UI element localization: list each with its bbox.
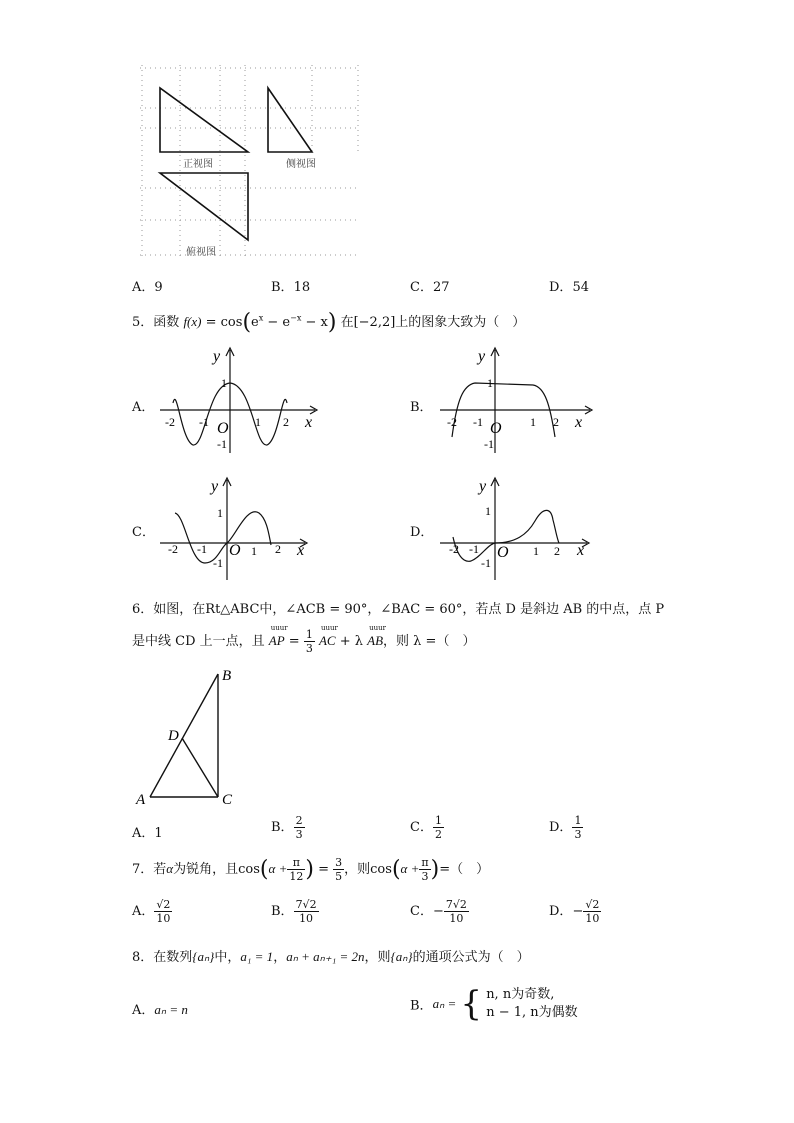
svg-text:1: 1 xyxy=(221,376,227,390)
svg-text:-1: -1 xyxy=(469,542,479,556)
svg-text:-2: -2 xyxy=(165,415,175,429)
svg-text:2: 2 xyxy=(283,415,289,429)
svg-text:x: x xyxy=(305,414,313,431)
top-view-shape xyxy=(160,173,248,240)
svg-text:C: C xyxy=(222,792,233,808)
svg-text:x: x xyxy=(297,542,305,559)
svg-text:A: A xyxy=(136,792,146,808)
svg-text:O: O xyxy=(497,544,509,561)
q4-option-d[interactable]: D．54 xyxy=(549,280,589,295)
q6-option-d[interactable]: D． $\frac{1}{3}$ xyxy=(549,814,582,841)
svg-text:1: 1 xyxy=(487,376,493,390)
svg-text:-1: -1 xyxy=(217,437,227,451)
q6-triangle-figure xyxy=(130,660,250,810)
q5-option-a[interactable]: A． xyxy=(132,400,155,415)
svg-text:-1: -1 xyxy=(199,415,209,429)
svg-text:2: 2 xyxy=(553,415,559,429)
svg-text:-2: -2 xyxy=(447,415,457,429)
svg-text:O: O xyxy=(217,420,229,437)
svg-text:-1: -1 xyxy=(213,556,223,570)
q6-stem-line1: 6．如图，在Rt△ABC中，∠ACB = 90°，∠BAC = 60°，若点 D 是斜边 AB 的中点，点 P xyxy=(132,602,665,617)
svg-text:-1: -1 xyxy=(484,437,494,451)
svg-text:2: 2 xyxy=(554,544,560,558)
svg-text:D: D xyxy=(168,728,179,744)
q5-graph-a xyxy=(155,345,330,460)
q7-option-c[interactable]: C．− $\frac{7√2}{10}$ xyxy=(410,898,467,925)
svg-text:O: O xyxy=(229,542,241,559)
svg-text:O: O xyxy=(490,420,502,437)
q6-option-c[interactable]: C． $\frac{1}{2}$ xyxy=(410,814,442,841)
q7-option-b[interactable]: B． $\frac{7√2}{10}$ xyxy=(271,898,317,925)
q4-option-b[interactable]: B．18 xyxy=(271,280,311,295)
q6-option-a[interactable]: A．1 xyxy=(132,826,163,841)
svg-text:y: y xyxy=(211,478,219,495)
svg-text:x: x xyxy=(577,542,585,559)
q5-option-c[interactable]: C． xyxy=(132,525,155,540)
svg-text:1: 1 xyxy=(255,415,261,429)
svg-text:-1: -1 xyxy=(197,542,207,556)
front-view-shape xyxy=(160,88,248,152)
q6-stem-line2: 是中线 CD 上一点，且 uuur AP = $\frac{1}{3}$ uuur AC + λ uuur AB，则 λ =（ ） xyxy=(132,624,476,655)
q5-graph-c xyxy=(155,475,320,585)
side-view-shape xyxy=(268,88,312,152)
q4-option-a[interactable]: A．9 xyxy=(132,280,163,295)
svg-text:y: y xyxy=(478,348,486,365)
svg-text:1: 1 xyxy=(530,415,536,429)
svg-text:B: B xyxy=(222,668,232,684)
q5-option-d[interactable]: D． xyxy=(410,525,434,540)
top-view-label: 俯视图 xyxy=(186,247,216,258)
q5-graph-d xyxy=(435,475,600,585)
svg-text:-1: -1 xyxy=(481,556,491,570)
svg-text:-1: -1 xyxy=(473,415,483,429)
three-view-figure xyxy=(130,60,370,265)
svg-text:y: y xyxy=(213,348,221,365)
q5-option-b[interactable]: B． xyxy=(410,400,433,415)
q5-stem: 5．函数 $f(x) = \cos(e^x - e^{-x} - x)$ 在[−2,2]上的图象大致为（ ） xyxy=(132,310,526,335)
svg-text:y: y xyxy=(479,478,487,495)
svg-text:-2: -2 xyxy=(449,542,459,556)
svg-text:2: 2 xyxy=(275,542,281,556)
svg-text:1: 1 xyxy=(533,544,539,558)
q5-graph-b xyxy=(435,345,610,460)
svg-text:x: x xyxy=(575,414,583,431)
q7-option-d[interactable]: D．− $\frac{√2}{10}$ xyxy=(549,898,600,925)
q7-stem: 7．若α为锐角，且cos(α + $\frac{\pi}{12}$ ) = $\frac{3}{5}$ ，则cos(α + $\frac{\pi}{3}$ )=（ ） xyxy=(132,856,490,883)
q8-stem: 8．在数列{aₙ}中，a₁ = 1，aₙ + aₙ₊₁ = 2n，则{aₙ}的通项公式为（ ） xyxy=(132,949,530,965)
svg-text:1: 1 xyxy=(251,544,257,558)
q6-option-b[interactable]: B． $\frac{2}{3}$ xyxy=(271,814,303,841)
q4-option-c[interactable]: C．27 xyxy=(410,280,450,295)
svg-text:1: 1 xyxy=(217,506,223,520)
q8-option-a[interactable]: A．aₙ = n xyxy=(132,1002,188,1018)
side-view-label: 侧视图 xyxy=(286,159,316,170)
q8-option-b[interactable]: B．aₙ = { n, n为奇数, n − 1, n为偶数 xyxy=(410,984,578,1024)
q7-option-a[interactable]: A． $\frac{√2}{10}$ xyxy=(132,898,171,925)
svg-text:1: 1 xyxy=(485,504,491,518)
front-view-label: 正视图 xyxy=(183,159,213,170)
svg-text:-2: -2 xyxy=(168,542,178,556)
